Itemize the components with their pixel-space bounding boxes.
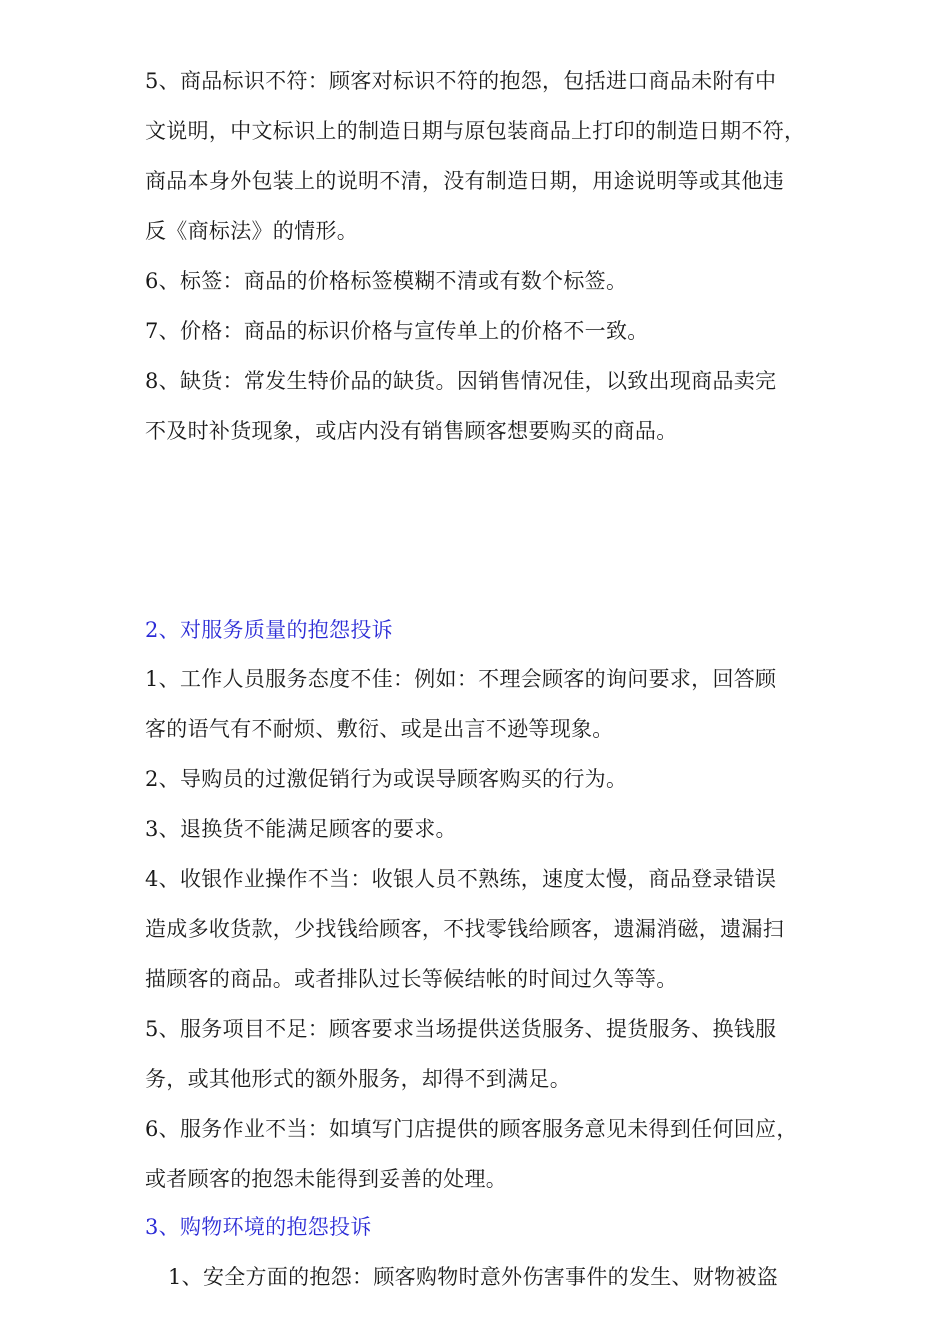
paragraph-line: 2、导购员的过激促销行为或误导顾客购买的行为。 [145, 767, 628, 791]
paragraph-line: 不及时补货现象，或店内没有销售顾客想要购买的商品。 [145, 419, 678, 443]
paragraph-line: 6、标签：商品的价格标签模糊不清或有数个标签。 [145, 269, 628, 293]
paragraph-line: 务，或其他形式的额外服务，却得不到满足。 [145, 1067, 571, 1091]
paragraph-line: 6、服务作业不当：如填写门店提供的顾客服务意见未得到任何回应， [145, 1117, 798, 1141]
paragraph-line: 或者顾客的抱怨未能得到妥善的处理。 [145, 1167, 508, 1191]
section-heading: 2、对服务质量的抱怨投诉 [145, 618, 393, 642]
paragraph-line: 文说明，中文标识上的制造日期与原包装商品上打印的制造日期不符， [145, 119, 806, 143]
paragraph-line: 5、服务项目不足：顾客要求当场提供送货服务、提货服务、换钱服 [145, 1017, 777, 1041]
paragraph-line: 造成多收货款，少找钱给顾客，不找零钱给顾客，遗漏消磁，遗漏扫 [145, 917, 784, 941]
section-heading: 3、购物环境的抱怨投诉 [145, 1215, 372, 1239]
paragraph-line: 7、价格：商品的标识价格与宣传单上的价格不一致。 [145, 319, 649, 343]
paragraph-line: 商品本身外包装上的说明不清，没有制造日期，用途说明等或其他违 [145, 169, 784, 193]
paragraph-line: 8、缺货：常发生特价品的缺货。因销售情况佳，以致出现商品卖完 [145, 369, 777, 393]
paragraph-line: 描顾客的商品。或者排队过长等候结帐的时间过久等等。 [145, 967, 678, 991]
paragraph-line: 客的语气有不耐烦、敷衍、或是出言不逊等现象。 [145, 717, 614, 741]
paragraph-line: 4、收银作业操作不当：收银人员不熟练，速度太慢，商品登录错误 [145, 867, 777, 891]
paragraph-line: 3、退换货不能满足顾客的要求。 [145, 817, 457, 841]
paragraph-line: 反《商标法》的情形。 [145, 219, 358, 243]
paragraph-line: 1、工作人员服务态度不佳：例如：不理会顾客的询问要求，回答顾 [145, 667, 777, 691]
paragraph-line: 1、安全方面的抱怨：顾客购物时意外伤害事件的发生、财物被盗 [168, 1265, 779, 1289]
paragraph-line: 5、商品标识不符：顾客对标识不符的抱怨，包括进口商品未附有中 [145, 69, 777, 93]
